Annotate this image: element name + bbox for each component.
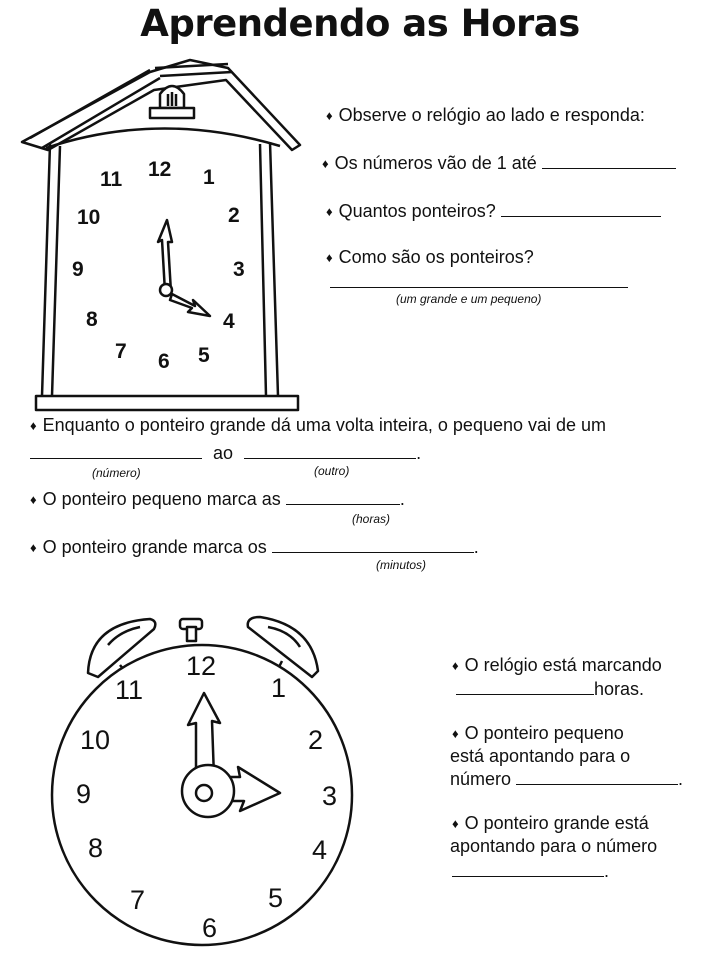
alarm-number: 7 [130,885,146,915]
question-text: horas. [594,679,645,699]
cuckoo-number: 8 [86,308,98,331]
alarm-number: 12 [186,651,217,681]
question-small-hand-number-line3 [450,768,683,790]
answer-blank[interactable] [542,153,676,169]
alarm-number: 6 [202,913,218,943]
cuckoo-number: 1 [203,166,215,189]
bullet-icon: ♦ [452,726,459,741]
alarm-number: 2 [308,725,324,755]
question-small-hand-number [452,722,624,746]
question-text: O ponteiro pequeno [464,723,624,743]
answer-hint: (número) [92,466,141,480]
question-big-hand-number-line3 [452,860,609,882]
answer-hint: (outro) [314,464,350,478]
answer-blank[interactable] [30,443,202,459]
question-text: O ponteiro grande está [464,813,649,833]
answer-blank[interactable] [456,679,594,695]
answer-blank[interactable] [516,769,678,785]
answer-hint: (minutos) [376,558,427,572]
cuckoo-number: 9 [72,258,84,281]
alarm-number: 4 [312,835,328,865]
question-full-turn-line2 [30,442,421,464]
cuckoo-number: 3 [233,258,245,281]
question-hand-shape [326,246,534,270]
answer-blank[interactable] [244,443,416,459]
alarm-number: 1 [271,673,287,703]
alarm-number: 9 [76,779,92,809]
bullet-icon: ♦ [326,250,333,265]
question-text: apontando para o número [450,836,658,856]
bullet-icon: ♦ [326,108,333,123]
bullet-icon: ♦ [30,540,37,555]
cuckoo-number: 11 [100,168,123,191]
alarm-number: 8 [88,833,104,863]
answer-blank[interactable] [286,489,400,505]
answer-hint: (horas) [352,512,391,526]
period-text: . [399,489,405,509]
bullet-icon: ♦ [452,816,459,831]
question-hand-count [326,200,661,224]
question-text: O ponteiro pequeno marca as [42,489,281,509]
question-full-turn [30,414,606,438]
bullet-icon: ♦ [452,658,459,673]
cuckoo-clock-icon [0,50,320,420]
question-clock-time [452,654,662,678]
question-numbers-range [322,152,676,176]
question-text: Quantos ponteiros? [338,201,496,221]
alarm-number: 5 [268,883,284,913]
bullet-icon: ♦ [30,418,37,433]
answer-blank[interactable] [452,861,604,877]
bullet-icon: ♦ [326,204,333,219]
bullet-icon: ♦ [322,156,329,171]
cuckoo-number: 5 [198,344,210,367]
question-text: Observe o relógio ao lado e responda: [338,105,645,125]
alarm-number: 11 [115,675,144,705]
alarm-clock-icon [50,605,370,957]
alarm-number: 10 [80,725,111,755]
answer-blank[interactable] [501,201,661,217]
page-title: Aprendendo as Horas [140,2,580,45]
answer-blank[interactable] [330,272,628,288]
cuckoo-number: 2 [228,204,240,227]
question-observe [326,104,645,128]
answer-hint: (um grande e um pequeno) [396,292,542,306]
alarm-number: 3 [322,781,338,811]
cuckoo-number: 4 [223,310,235,333]
question-small-hand [30,488,405,512]
question-text: O ponteiro grande marca os [42,537,267,557]
question-text: O relógio está marcando [464,655,662,675]
period-text: . [604,861,610,881]
question-text: número [450,769,512,789]
answer-blank[interactable] [272,537,474,553]
cuckoo-number: 10 [77,206,101,229]
question-big-hand [30,536,479,560]
question-text: Enquanto o ponteiro grande dá uma volta inteira, o pequeno vai de um [42,415,607,435]
question-big-hand-number [452,812,649,836]
bullet-icon: ♦ [30,492,37,507]
question-text: Os números vão de 1 até [334,153,537,173]
question-text: Como são os ponteiros? [338,247,534,267]
connector-text: ao [213,443,234,463]
question-clock-time-line2 [456,678,644,700]
cuckoo-number: 6 [158,350,170,373]
question-text: está apontando para o [450,746,631,766]
period-text: . [473,537,479,557]
period-text: . [416,443,422,463]
period-text: . [678,769,684,789]
cuckoo-number: 7 [115,340,127,363]
cuckoo-number: 12 [148,158,172,181]
